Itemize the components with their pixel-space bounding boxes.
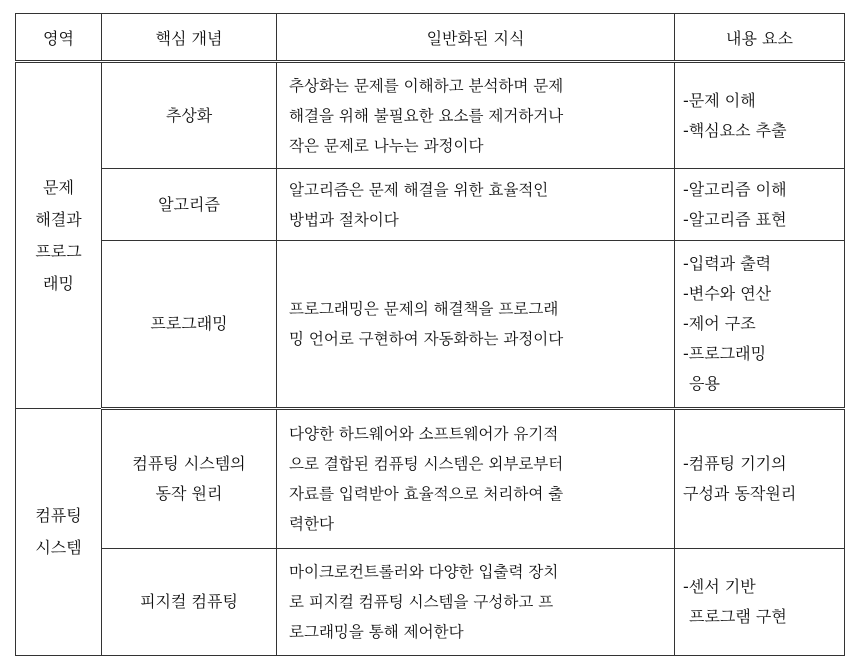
area-label-line: 시스템 bbox=[35, 538, 82, 557]
concept-label: 피지컬 컴퓨팅 bbox=[140, 592, 238, 611]
concept-label: 추상화 bbox=[165, 105, 213, 125]
elements-cell bbox=[675, 241, 845, 409]
elements-cell bbox=[675, 549, 845, 656]
knowledge-cell bbox=[277, 549, 675, 656]
concept-cell bbox=[102, 409, 277, 549]
header-area: 영역 bbox=[16, 14, 102, 62]
concept-cell bbox=[102, 62, 277, 169]
area-label-line: 문제 bbox=[43, 177, 74, 197]
knowledge-line: 로 피지컬 컴퓨팅 시스템을 구성하고 프 bbox=[289, 593, 554, 611]
knowledge-line: 력한다 bbox=[289, 515, 334, 533]
element-line: -핵심요소 추출 bbox=[683, 120, 787, 140]
header-concept: 핵심 개념 bbox=[102, 14, 277, 62]
knowledge-cell bbox=[277, 62, 675, 169]
element-line: -변수와 연산 bbox=[683, 284, 772, 303]
area-cell-computing-system bbox=[16, 409, 102, 656]
knowledge-line: 방법과 절차이다 bbox=[289, 210, 399, 229]
concept-label: 프로그래밍 bbox=[150, 314, 228, 333]
table-row bbox=[16, 169, 845, 241]
area-cell-problem-solving bbox=[16, 62, 102, 409]
header-elements: 내용 요소 bbox=[675, 14, 845, 62]
table-row bbox=[16, 241, 845, 409]
area-label-line: 래밍 bbox=[43, 273, 74, 293]
concept-cell bbox=[102, 241, 277, 409]
table-row bbox=[16, 549, 845, 656]
knowledge-line: 으로 결합된 컴퓨팅 시스템은 외부로부터 bbox=[289, 455, 564, 473]
element-line: -알고리즘 이해 bbox=[683, 179, 787, 199]
element-line: -컴퓨팅 기기의 bbox=[683, 454, 787, 473]
knowledge-cell bbox=[277, 241, 675, 409]
concept-cell bbox=[102, 549, 277, 656]
concept-cell bbox=[102, 169, 277, 241]
header-row bbox=[16, 14, 845, 62]
elements-cell bbox=[675, 62, 845, 169]
knowledge-line: 마이크로컨트롤러와 다양한 입출력 장치 bbox=[289, 563, 559, 581]
element-line: 응용 bbox=[689, 374, 720, 393]
concept-label: 동작 원리 bbox=[155, 484, 223, 503]
area-label-line: 프로그 bbox=[35, 241, 82, 261]
table-row bbox=[16, 62, 845, 169]
knowledge-line: 다양한 하드웨어와 소프트웨어가 유기적 bbox=[289, 425, 559, 443]
element-line: -프로그래밍 bbox=[683, 344, 767, 363]
knowledge-line: 프로그래밍은 문제의 해결책을 프로그래 bbox=[289, 300, 559, 318]
concept-label: 컴퓨팅 시스템의 bbox=[132, 454, 246, 473]
knowledge-line: 해결을 위해 불필요한 요소를 제거하거나 bbox=[289, 106, 564, 125]
table-row bbox=[16, 409, 845, 549]
element-line: -문제 이해 bbox=[683, 90, 756, 110]
curriculum-table bbox=[15, 13, 845, 656]
elements-cell bbox=[675, 169, 845, 241]
element-line: -센서 기반 bbox=[683, 577, 756, 596]
knowledge-line: 밍 언어로 구현하여 자동화하는 과정이다 bbox=[289, 330, 564, 348]
knowledge-line: 알고리즘은 문제 해결을 위한 효율적인 bbox=[289, 180, 549, 199]
header-knowledge: 일반화된 지식 bbox=[277, 14, 675, 62]
area-label-line: 해결과 bbox=[35, 209, 82, 229]
knowledge-line: 자료를 입력받아 효율적으로 처리하여 출 bbox=[289, 485, 564, 503]
knowledge-line: 작은 문제로 나누는 과정이다 bbox=[289, 136, 484, 155]
element-line: -입력과 출력 bbox=[683, 254, 772, 273]
element-line: -알고리즘 표현 bbox=[683, 209, 787, 229]
knowledge-line: 로그래밍을 통해 제어한다 bbox=[289, 623, 464, 641]
element-line: 구성과 동작원리 bbox=[683, 484, 797, 503]
knowledge-cell bbox=[277, 169, 675, 241]
element-line: -제어 구조 bbox=[683, 314, 756, 333]
knowledge-line: 추상화는 문제를 이해하고 분석하며 문제 bbox=[289, 76, 564, 95]
knowledge-cell bbox=[277, 409, 675, 549]
elements-cell bbox=[675, 409, 845, 549]
area-label-line: 컴퓨팅 bbox=[35, 506, 82, 525]
element-line: 프로그램 구현 bbox=[689, 607, 787, 626]
concept-label: 알고리즘 bbox=[158, 194, 220, 214]
